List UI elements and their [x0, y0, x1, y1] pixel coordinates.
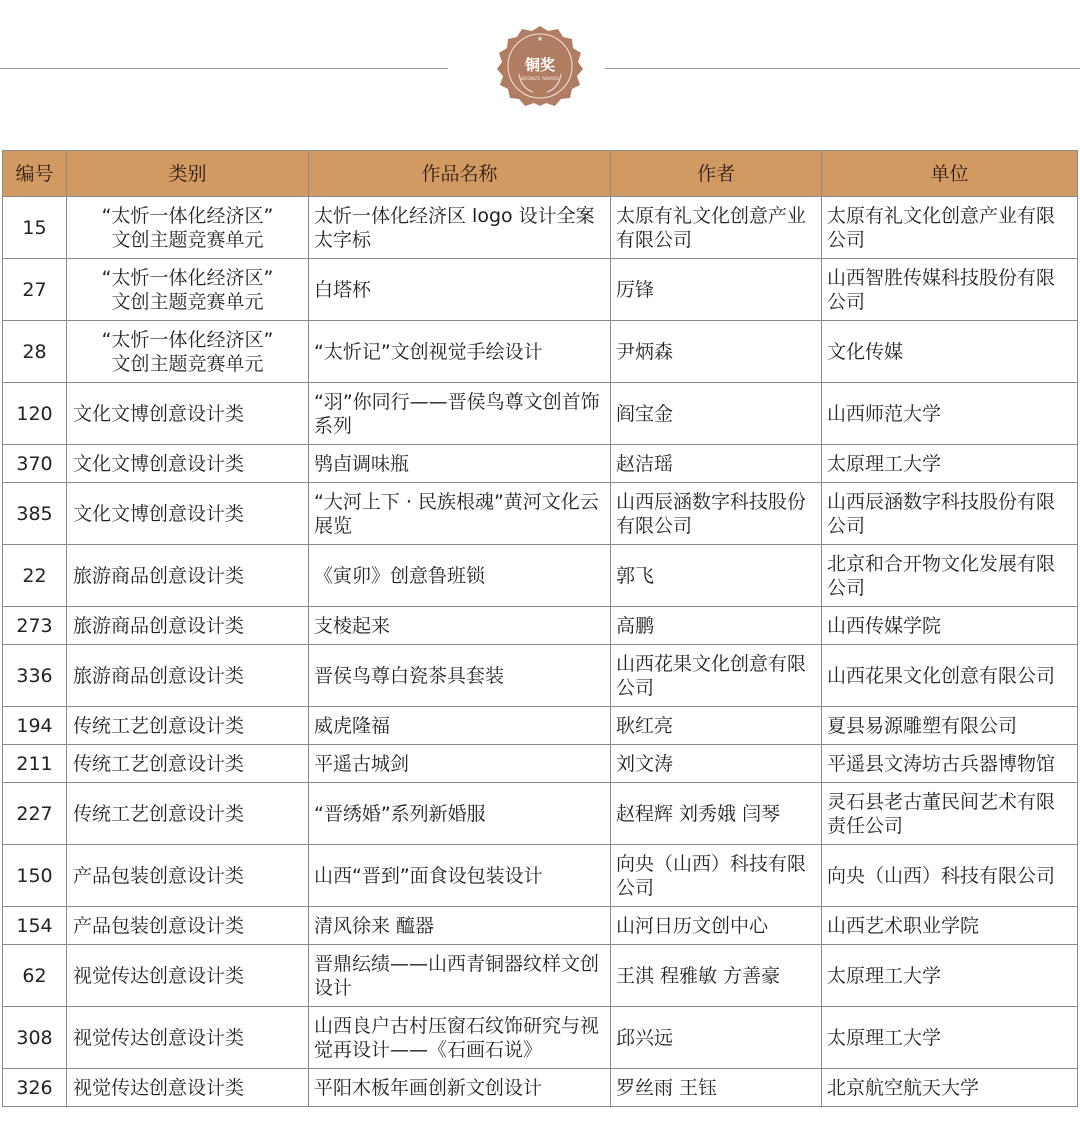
table-header-row — [3, 151, 1078, 197]
cell-category: 传统工艺创意设计类 — [67, 707, 309, 745]
cell-author: 山河日历文创中心 — [611, 907, 822, 945]
cell-work: 晋侯鸟尊白瓷茶具套装 — [309, 645, 611, 707]
cell-author: 郭飞 — [611, 545, 822, 607]
cell-author: 赵程辉 刘秀娥 闫琴 — [611, 783, 822, 845]
cell-id: 326 — [3, 1069, 67, 1107]
cell-unit: 太原理工大学 — [822, 945, 1078, 1007]
table-row — [3, 783, 1078, 845]
cell-unit: 北京和合开物文化发展有限公司 — [822, 545, 1078, 607]
cell-author: 高鹏 — [611, 607, 822, 645]
cell-category: “太忻一体化经济区” 文创主题竞赛单元 — [67, 321, 309, 383]
table-row — [3, 607, 1078, 645]
cell-work: 晋鼎纭绩——山西青铜器纹样文创设计 — [309, 945, 611, 1007]
cell-work: “太忻记”文创视觉手绘设计 — [309, 321, 611, 383]
cell-category: 文化文博创意设计类 — [67, 383, 309, 445]
table-row — [3, 707, 1078, 745]
table-row — [3, 383, 1078, 445]
cell-id: 15 — [3, 197, 67, 259]
cell-author: 山西辰涵数字科技股份有限公司 — [611, 483, 822, 545]
cell-category: 视觉传达创意设计类 — [67, 1007, 309, 1069]
cell-work: 太忻一体化经济区 logo 设计全案 太字标 — [309, 197, 611, 259]
divider-left — [0, 68, 448, 69]
cell-id: 150 — [3, 845, 67, 907]
header-unit: 单位 — [822, 151, 1078, 197]
cell-unit: 平遥县文涛坊古兵器博物馆 — [822, 745, 1078, 783]
cell-work: “大河上下 · 民族根魂”黄河文化云展览 — [309, 483, 611, 545]
cell-category: “太忻一体化经济区” 文创主题竞赛单元 — [67, 259, 309, 321]
cell-id: 385 — [3, 483, 67, 545]
cell-work: “羽”你同行——晋侯鸟尊文创首饰系列 — [309, 383, 611, 445]
cell-category: 传统工艺创意设计类 — [67, 783, 309, 845]
cell-author: 赵洁瑶 — [611, 445, 822, 483]
cell-work: 白塔杯 — [309, 259, 611, 321]
cell-work: 山西“晋到”面食设包装设计 — [309, 845, 611, 907]
header-category: 类别 — [67, 151, 309, 197]
cell-category: 文化文博创意设计类 — [67, 483, 309, 545]
cell-id: 336 — [3, 645, 67, 707]
cell-unit: 山西传媒学院 — [822, 607, 1078, 645]
cell-unit: 山西辰涵数字科技股份有限公司 — [822, 483, 1078, 545]
table-row — [3, 445, 1078, 483]
cell-unit: 文化传媒 — [822, 321, 1078, 383]
cell-unit: 太原理工大学 — [822, 445, 1078, 483]
badge-title: 铜奖 — [524, 56, 556, 74]
cell-author: 王淇 程雅敏 方善豪 — [611, 945, 822, 1007]
cell-category: 旅游商品创意设计类 — [67, 607, 309, 645]
cell-work: 清风徐来 醯器 — [309, 907, 611, 945]
header-author: 作者 — [611, 151, 822, 197]
cell-work: 威虎隆福 — [309, 707, 611, 745]
cell-category: 视觉传达创意设计类 — [67, 945, 309, 1007]
cell-category: “太忻一体化经济区” 文创主题竞赛单元 — [67, 197, 309, 259]
table-row — [3, 945, 1078, 1007]
cell-author: 山西花果文化创意有限公司 — [611, 645, 822, 707]
cell-author: 阎宝金 — [611, 383, 822, 445]
cell-work: 《寅卯》创意鲁班锁 — [309, 545, 611, 607]
cell-unit: 山西智胜传媒科技股份有限公司 — [822, 259, 1078, 321]
cell-author: 罗丝雨 王钰 — [611, 1069, 822, 1107]
cell-id: 62 — [3, 945, 67, 1007]
cell-author: 邱兴远 — [611, 1007, 822, 1069]
cell-id: 370 — [3, 445, 67, 483]
table-row — [3, 645, 1078, 707]
cell-author: 厉锋 — [611, 259, 822, 321]
cell-work: 山西良户古村压窗石纹饰研究与视觉再设计——《石画石说》 — [309, 1007, 611, 1069]
cell-id: 154 — [3, 907, 67, 945]
badge-subtitle: BRONZE AWARD — [521, 77, 559, 82]
svg-text:★: ★ — [536, 35, 544, 43]
table-row — [3, 321, 1078, 383]
cell-id: 27 — [3, 259, 67, 321]
cell-work: 平阳木板年画创新文创设计 — [309, 1069, 611, 1107]
cell-author: 尹炳森 — [611, 321, 822, 383]
cell-category: 视觉传达创意设计类 — [67, 1069, 309, 1107]
cell-unit: 灵石县老古董民间艺术有限责任公司 — [822, 783, 1078, 845]
bronze-award-table — [2, 150, 1078, 1107]
table-row — [3, 1069, 1078, 1107]
bronze-award-badge — [497, 26, 583, 106]
cell-unit: 山西艺术职业学院 — [822, 907, 1078, 945]
cell-work: 支棱起来 — [309, 607, 611, 645]
cell-id: 273 — [3, 607, 67, 645]
cell-unit: 太原理工大学 — [822, 1007, 1078, 1069]
table-row — [3, 259, 1078, 321]
cell-unit: 夏县易源雕塑有限公司 — [822, 707, 1078, 745]
table-row — [3, 745, 1078, 783]
cell-category: 产品包装创意设计类 — [67, 907, 309, 945]
table-row — [3, 197, 1078, 259]
cell-author: 刘文涛 — [611, 745, 822, 783]
cell-unit: 山西师范大学 — [822, 383, 1078, 445]
cell-category: 旅游商品创意设计类 — [67, 545, 309, 607]
cell-category: 旅游商品创意设计类 — [67, 645, 309, 707]
cell-author: 太原有礼文化创意产业有限公司 — [611, 197, 822, 259]
header-work: 作品名称 — [309, 151, 611, 197]
cell-id: 120 — [3, 383, 67, 445]
cell-category: 文化文博创意设计类 — [67, 445, 309, 483]
award-seal-icon — [497, 26, 583, 106]
cell-author: 向央（山西）科技有限公司 — [611, 845, 822, 907]
header-id: 编号 — [3, 151, 67, 197]
table-row — [3, 845, 1078, 907]
cell-unit: 北京航空航天大学 — [822, 1069, 1078, 1107]
cell-id: 308 — [3, 1007, 67, 1069]
cell-id: 227 — [3, 783, 67, 845]
cell-unit: 向央（山西）科技有限公司 — [822, 845, 1078, 907]
table-row — [3, 1007, 1078, 1069]
cell-unit: 山西花果文化创意有限公司 — [822, 645, 1078, 707]
cell-unit: 太原有礼文化创意产业有限公司 — [822, 197, 1078, 259]
cell-work: 鸮卣调味瓶 — [309, 445, 611, 483]
cell-work: “晋绣婚”系列新婚服 — [309, 783, 611, 845]
cell-id: 211 — [3, 745, 67, 783]
divider-right — [605, 68, 1080, 69]
cell-category: 传统工艺创意设计类 — [67, 745, 309, 783]
cell-id: 22 — [3, 545, 67, 607]
table-row — [3, 545, 1078, 607]
cell-work: 平遥古城剑 — [309, 745, 611, 783]
cell-author: 耿红亮 — [611, 707, 822, 745]
table-row — [3, 907, 1078, 945]
cell-id: 28 — [3, 321, 67, 383]
cell-category: 产品包装创意设计类 — [67, 845, 309, 907]
cell-id: 194 — [3, 707, 67, 745]
table-row — [3, 483, 1078, 545]
